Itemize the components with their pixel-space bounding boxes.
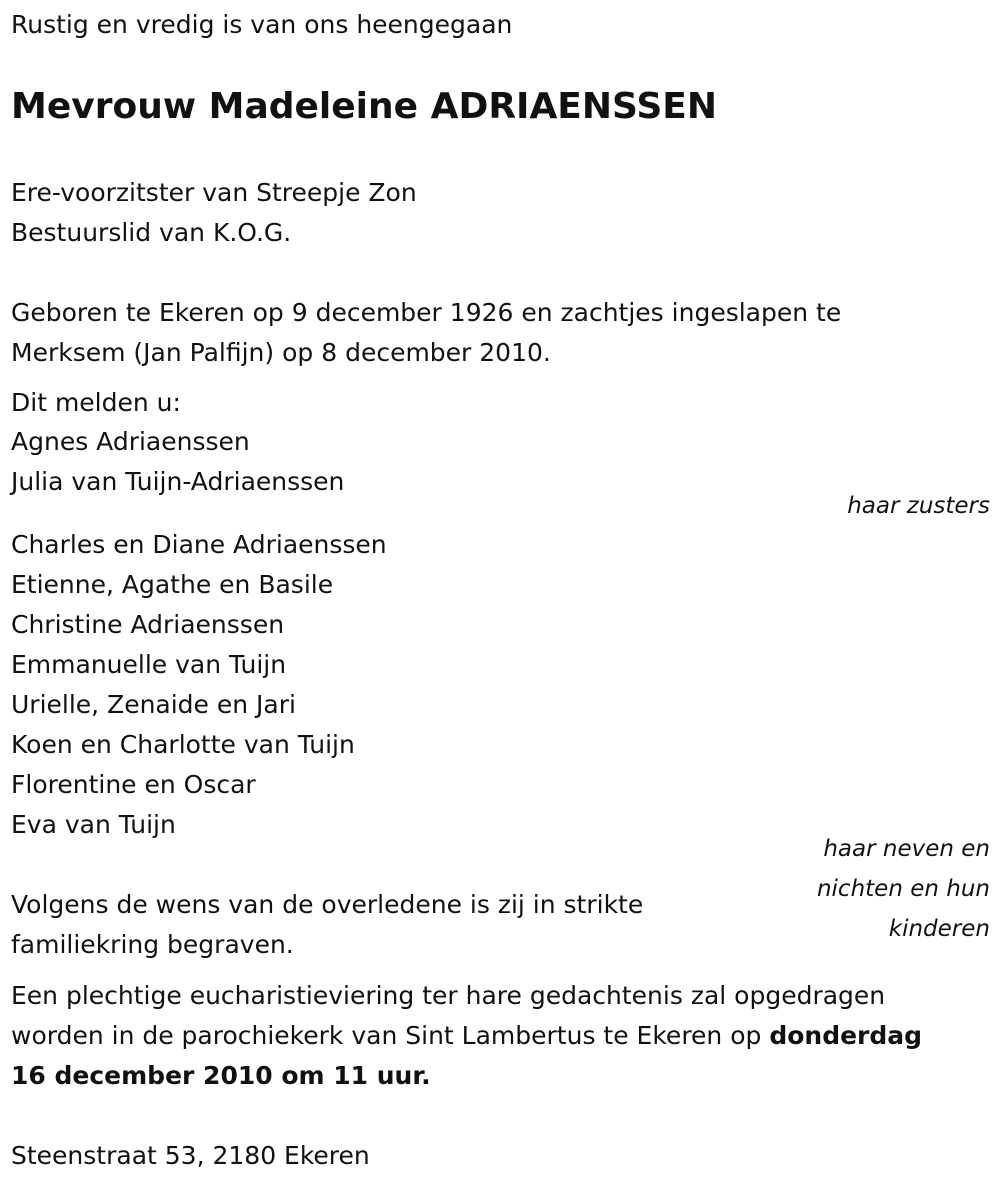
relative-name: Charles en Diane Adriaenssen [11,530,387,559]
birth-line-1: Geboren te Ekeren op 9 december 1926 en zachtjes ingeslapen te [11,298,842,327]
mass-line-1: Een plechtige eucharistieviering ter hare gedachtenis zal opgedragen [11,981,886,1010]
address-line: Steenstraat 53, 2180 Ekeren [11,1141,370,1170]
birth-line-2: Merksem (Jan Palfijn) op 8 december 2010. [11,338,551,367]
mass-day: donderdag [769,1021,923,1050]
intro-line: Rustig en vredig is van ons heengegaan [11,10,513,39]
relative-name: Koen en Charlotte van Tuijn [11,730,355,759]
relatives-relation-line-2: nichten en hun [816,876,990,902]
relative-name: Urielle, Zenaide en Jari [11,690,296,719]
burial-line-1: Volgens de wens van de overledene is zij in strikte [11,890,644,919]
burial-line-2: familiekring begraven. [11,930,294,959]
sister-name: Agnes Adriaenssen [11,427,250,456]
relative-name: Eva van Tuijn [11,810,176,839]
relative-name: Etienne, Agathe en Basile [11,570,334,599]
relatives-relation-line-3: kinderen [888,916,990,942]
relative-name: Emmanuelle van Tuijn [11,650,287,679]
relative-name: Florentine en Oscar [11,770,256,799]
sister-name: Julia van Tuijn-Adriaenssen [11,467,345,496]
sisters-relation: haar zusters [847,493,990,519]
mass-date-time: 16 december 2010 om 11 uur. [11,1061,431,1090]
announce-line: Dit melden u: [11,388,181,417]
title-board-member: Bestuurslid van K.O.G. [11,218,292,247]
deceased-name: Mevrouw Madeleine ADRIAENSSEN [11,86,717,127]
mass-line-2 [11,1016,922,1056]
mass-line-3 [11,1056,431,1096]
mass-line-2-regular: worden in de parochiekerk van Sint Lambertus te Ekeren op [11,1021,770,1050]
relative-name: Christine Adriaenssen [11,610,285,639]
title-honorary-chair: Ere-voorzitster van Streepje Zon [11,178,417,207]
relatives-relation-line-1: haar neven en [823,836,990,862]
